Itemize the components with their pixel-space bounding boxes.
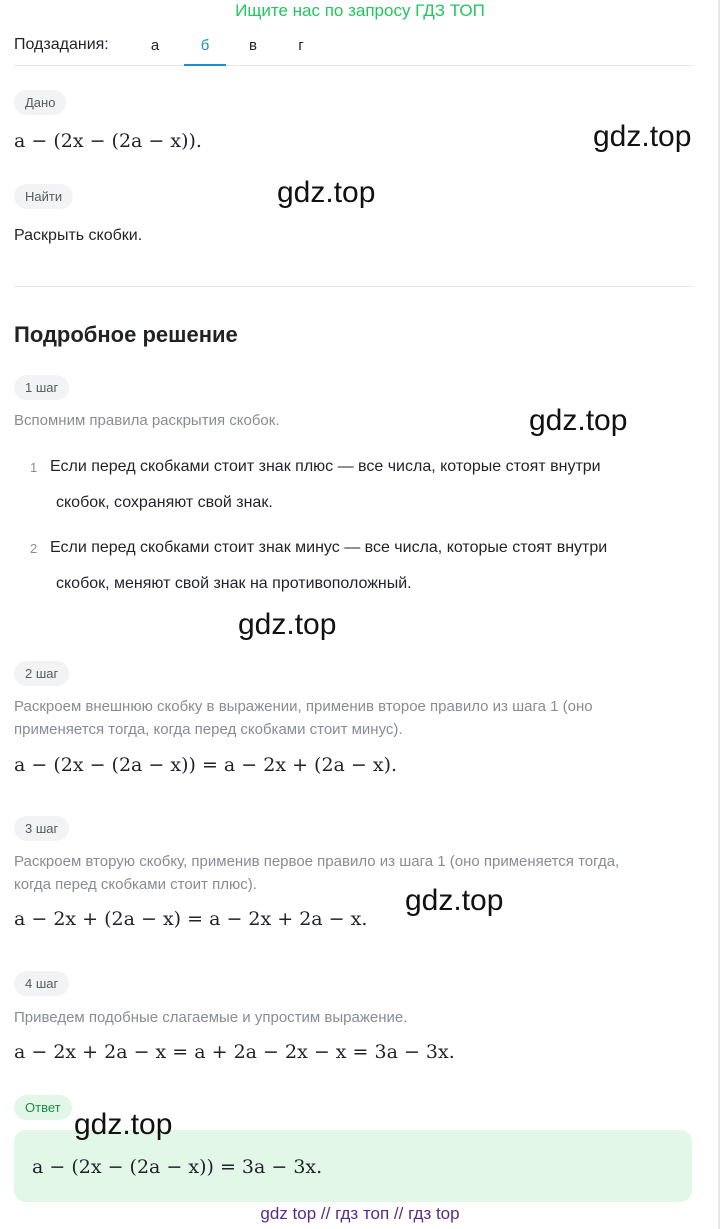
tab-g[interactable]: г [298,37,304,54]
answer-chip: Ответ [14,1095,72,1120]
rule-line: Если перед скобками стоит знак плюс — все числа, которые стоят внутри [50,458,601,475]
find-chip: Найти [14,184,73,209]
step-3-text [14,850,694,896]
watermark: gdz.top [74,1108,173,1141]
step-3-chip: 3 шаг [14,816,69,841]
watermark: gdz.top [405,884,504,917]
step-3-text-line: когда перед скобками стоит плюс). [14,876,257,893]
step-4-expression: a − 2x + 2a − x = a + 2a − 2x − x = 3a − 3x. [14,1041,455,1063]
step-3-text-line: Раскроем вторую скобку, применив первое правило из шага 1 (оно применяется тогда, [14,853,620,870]
step-4-chip: 4 шаг [14,971,69,996]
rule-line: Если перед скобками стоит знак минус — все числа, которые стоят внутри [50,539,608,556]
step-2-text-line: Раскроем внешнюю скобку в выражении, применив второе правило из шага 1 (оно [14,698,593,715]
rule-text [50,449,700,521]
step-2-chip: 2 шаг [14,661,69,686]
step-1-chip: 1 шаг [14,375,69,400]
footer-links[interactable]: gdz top // гдз топ // гдз top [260,1204,460,1223]
step-4-text: Приведем подобные слагаемые и упростим выражение. [14,1009,408,1026]
tab-a[interactable]: а [150,37,160,54]
solution-title: Подробное решение [14,322,238,347]
find-text: Раскрыть скобки. [14,227,143,244]
promo-banner: Ищите нас по запросу ГДЗ ТОП [235,1,485,20]
rule-line: скобок, сохраняют свой знак. [56,494,273,511]
watermark: gdz.top [238,608,337,641]
tab-v[interactable]: в [249,37,257,54]
rule-item-1 [30,449,700,521]
step-2-text-line: применяется тогда, когда перед скобками стоит минус). [14,721,403,738]
rule-text [50,530,700,602]
step-3-expression: a − 2x + (2a − x) = a − 2x + 2a − x. [14,908,368,930]
watermark: gdz.top [277,176,376,209]
answer-expression: a − (2x − (2a − x)) = 3a − 3x. [32,1156,323,1178]
watermark: gdz.top [593,120,692,153]
section-divider [14,286,694,287]
given-chip: Дано [14,90,66,115]
rule-item-2 [30,530,700,602]
tab-b[interactable]: б [184,30,226,66]
step-2-text [14,695,694,741]
subtasks-label: Подзадания: [14,36,109,53]
subtasks-bar [14,30,694,66]
rule-line: скобок, меняют свой знак на противоположный. [56,575,412,592]
step-2-expression: a − (2x − (2a − x)) = a − 2x + (2a − x). [14,754,398,776]
rule-number: 2 [30,541,38,556]
step-1-text: Вспомним правила раскрытия скобок. [14,412,280,429]
given-expression: a − (2x − (2a − x)). [14,130,202,152]
watermark: gdz.top [529,404,628,437]
rule-number: 1 [30,460,38,475]
